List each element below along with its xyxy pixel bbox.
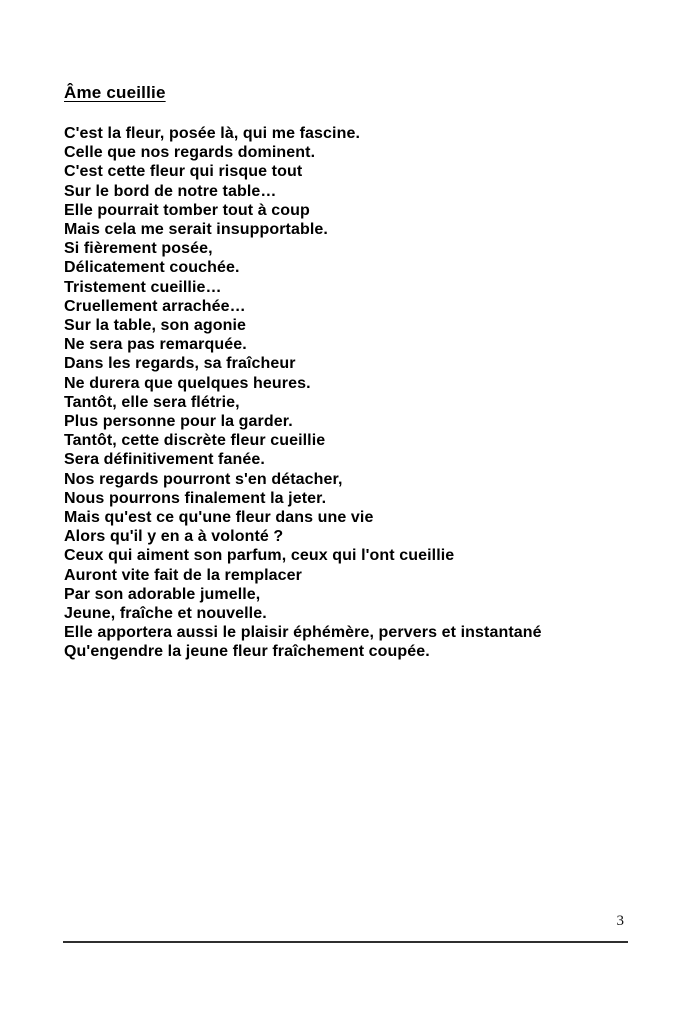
poem-line: Plus personne pour la garder.	[64, 413, 293, 431]
poem-line: C'est la fleur, posée là, qui me fascine.	[64, 125, 361, 142]
poem-line: Qu'engendre la jeune fleur fraîchement coupée.	[64, 643, 430, 661]
poem-title: Âme cueillie	[64, 83, 166, 102]
poem-line: Nous pourrons finalement la jeter.	[64, 489, 327, 507]
poem-line: Mais cela me serait insupportable.	[64, 221, 328, 239]
poem-line: Si fièrement posée,	[64, 240, 213, 258]
poem-line: Tantôt, cette discrète fleur cueillie	[64, 432, 326, 450]
poem-line: Elle apportera aussi le plaisir éphémère, pervers et instantané	[64, 624, 542, 642]
poem-line: Ceux qui aiment son parfum, ceux qui l'ont cueillie	[64, 547, 455, 565]
poem-line: Celle que nos regards dominent.	[64, 144, 316, 162]
poem-line: Elle pourrait tomber tout à coup	[64, 201, 310, 219]
poem-line: Jeune, fraîche et nouvelle.	[64, 605, 267, 623]
poem-line: Sera définitivement fanée.	[64, 451, 265, 469]
poem-line: Tantôt, elle sera flétrie,	[64, 393, 240, 411]
poem-body	[64, 124, 664, 662]
poem-line: Mais qu'est ce qu'une fleur dans une vie	[64, 509, 374, 527]
poem-line: Auront vite fait de la remplacer	[64, 566, 302, 584]
poem-line: Sur la table, son agonie	[64, 317, 246, 335]
poem-line: Par son adorable jumelle,	[64, 585, 261, 603]
poem-line: Délicatement couchée.	[64, 259, 240, 277]
page-number: 3	[616, 913, 624, 929]
poem-line: Dans les regards, sa fraîcheur	[64, 355, 296, 373]
poem-line: Nos regards pourront s'en détacher,	[64, 470, 343, 488]
poem-line: Alors qu'il y en a à volonté ?	[64, 528, 284, 546]
footer-rule	[63, 902, 628, 943]
poem-line: Ne sera pas remarquée.	[64, 336, 247, 354]
poem-line: C'est cette fleur qui risque tout	[64, 163, 303, 181]
poem-line: Ne durera que quelques heures.	[64, 374, 311, 392]
poem-line: Cruellement arrachée…	[64, 297, 246, 315]
poem-line: Sur le bord de notre table…	[64, 182, 277, 200]
poem-line: Tristement cueillie…	[64, 278, 222, 296]
